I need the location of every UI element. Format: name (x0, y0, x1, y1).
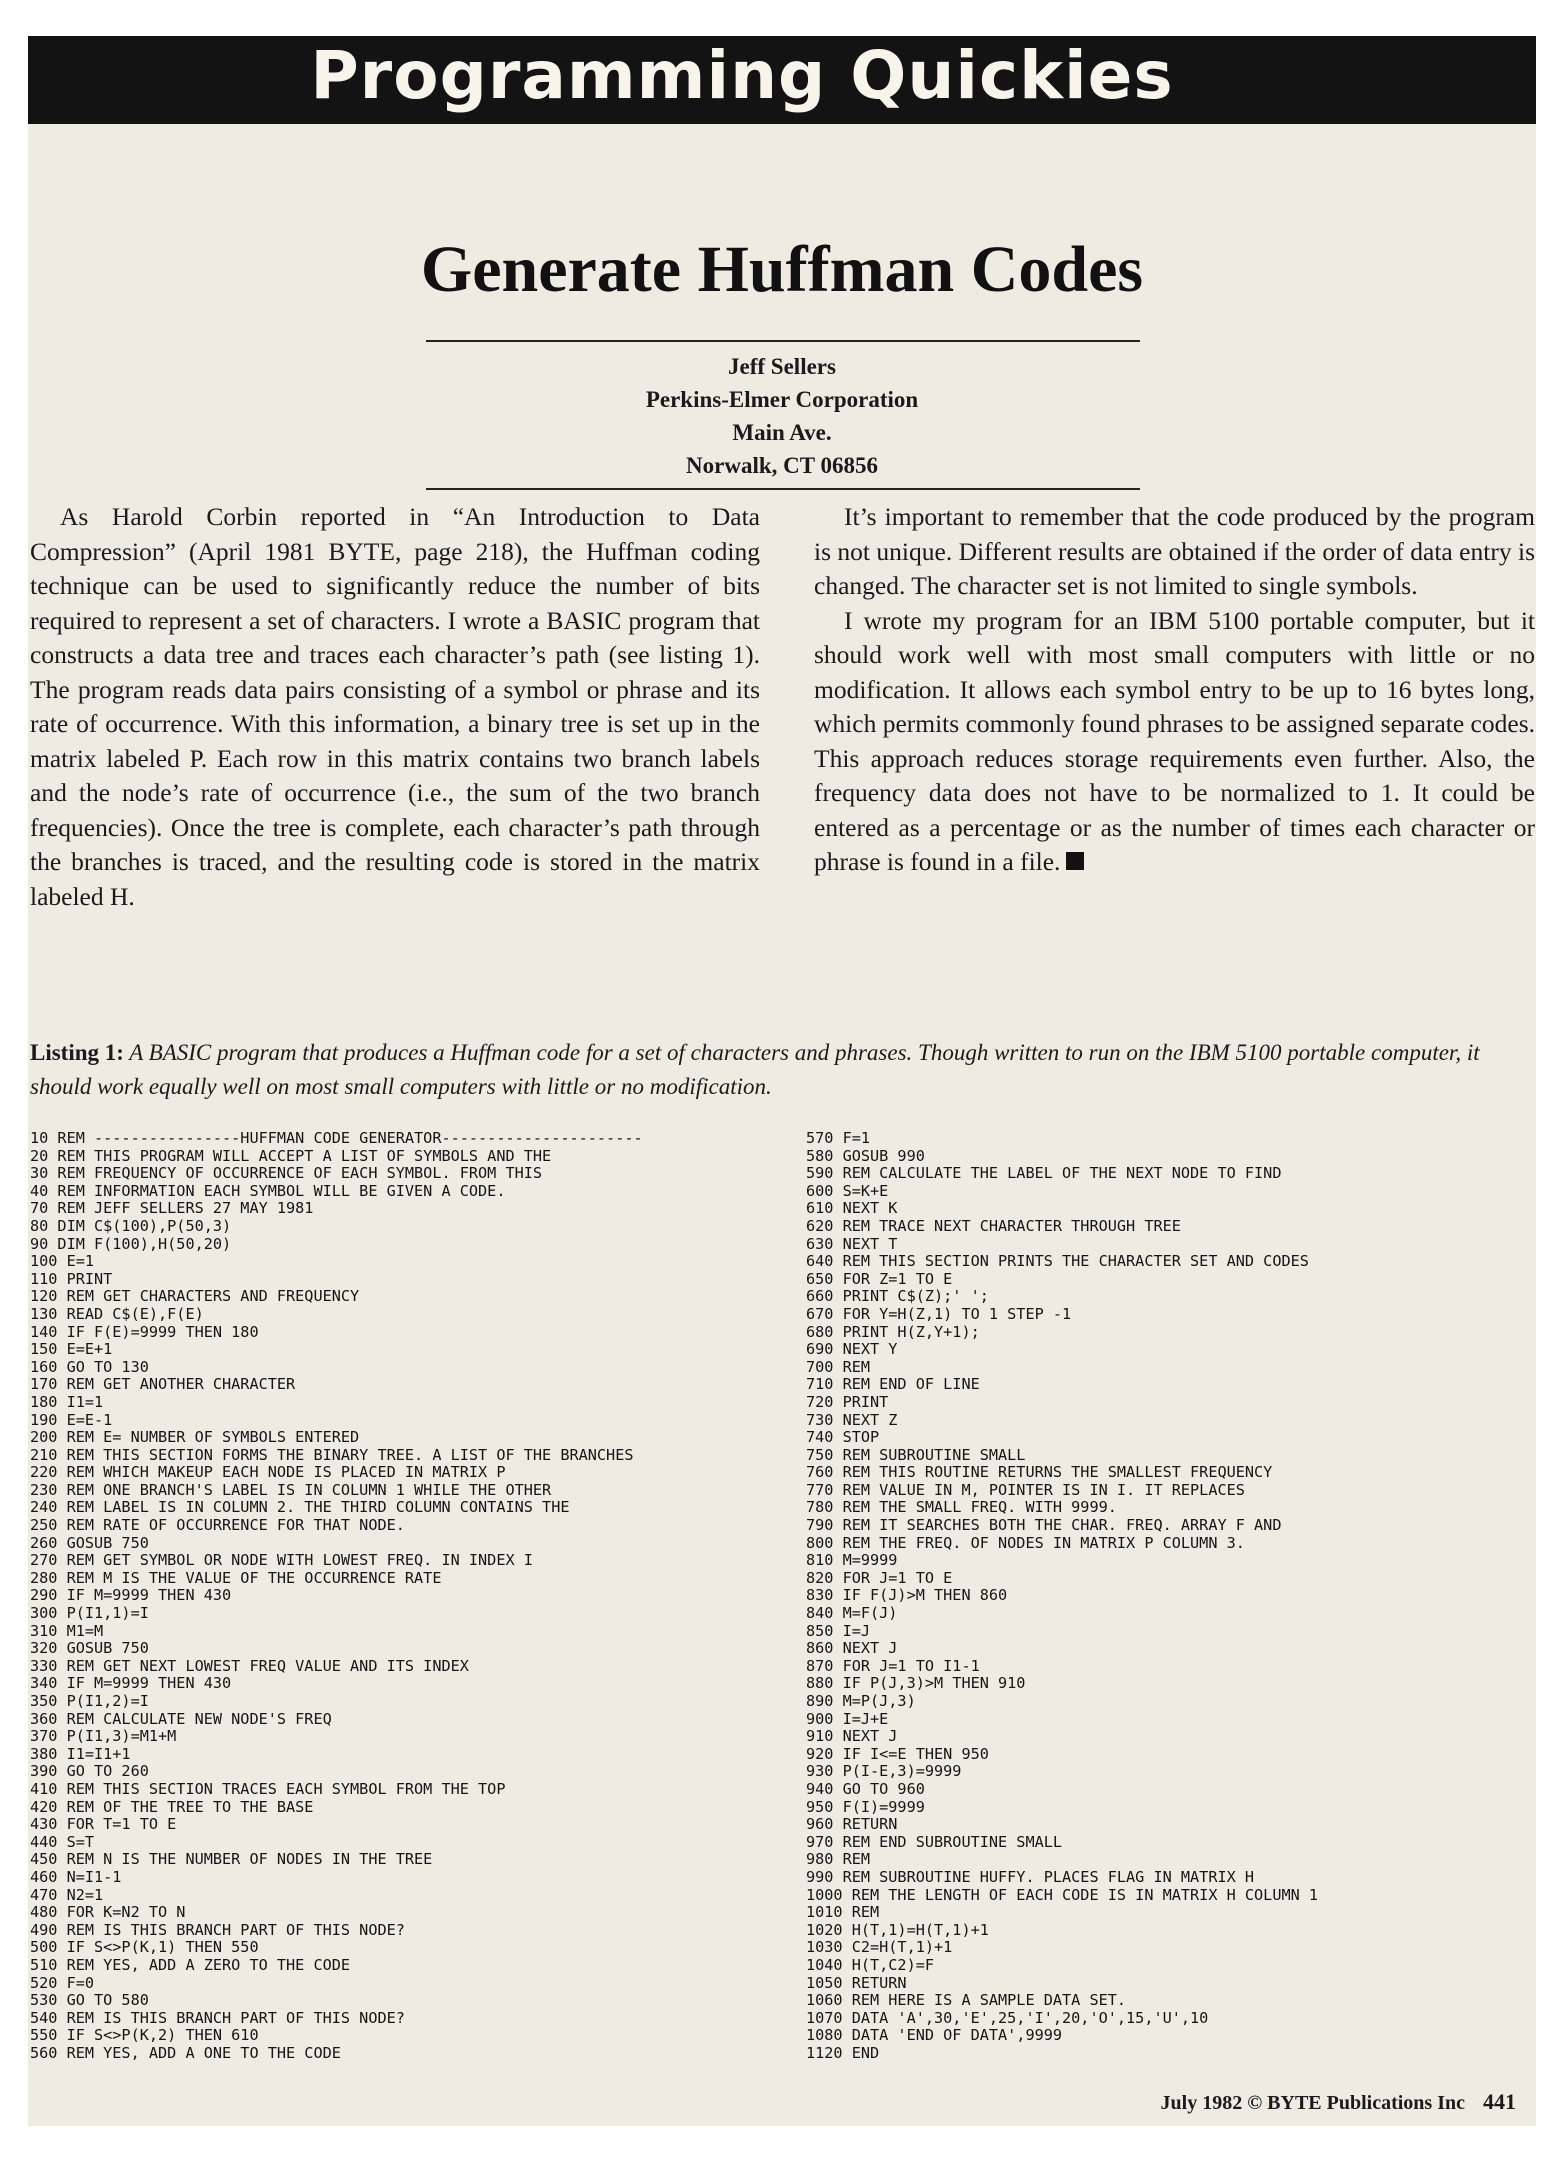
code-line: 760 REM THIS ROUTINE RETURNS THE SMALLEST FREQUENCY (806, 1463, 1273, 1482)
article-paragraph: As Harold Corbin reported in “An Introduction to Data Compression” (April 1981 BYTE, page 218), the Huffman coding technique can be used to significantly reduce the number of bits required to represent a set of characters. I wrote a BASIC program that constructs a data tree and traces each character’s path (see listing 1). The program reads data pairs consisting of a symbol or phrase and its rate of occurrence. With this information, a binary tree is set up in the matrix labeled P. Each row in this matrix contains two branch labels and the node’s rate of occurrence (i.e., the sum of the two branch frequencies). Once the tree is complete, each character’s path through the branches is traced, and the resulting code is stored in the matrix labeled H. (30, 502, 760, 911)
code-line: 360 REM CALCULATE NEW NODE'S FREQ (30, 1709, 332, 1728)
article-column-right (814, 500, 1535, 880)
code-listing-right (806, 1130, 1318, 2062)
code-line: 30 REM FREQUENCY OF OCCURRENCE OF EACH SYMBOL. FROM THIS (30, 1164, 543, 1183)
code-line: 190 E=E-1 (30, 1410, 113, 1429)
code-line: 1030 C2=H(T,1)+1 (806, 1938, 953, 1957)
code-line: 240 REM LABEL IS IN COLUMN 2. THE THIRD COLUMN CONTAINS THE (30, 1498, 570, 1517)
code-line: 740 STOP (806, 1428, 880, 1447)
code-line: 490 REM IS THIS BRANCH PART OF THIS NODE? (30, 1920, 405, 1939)
article-paragraph: It’s important to remember that the code produced by the program is not unique. Different results are obtained if the order of data entry is changed. The character set is not limited to single symbols. (814, 502, 1535, 600)
code-line: 390 GO TO 260 (30, 1762, 149, 1781)
code-line: 150 E=E+1 (30, 1340, 113, 1359)
code-line: 460 N=I1-1 (30, 1867, 122, 1886)
code-line: 960 RETURN (806, 1815, 898, 1834)
code-line: 570 F=1 (806, 1129, 871, 1147)
author-name: Jeff Sellers (728, 354, 836, 379)
listing-label: Listing 1: (30, 1040, 124, 1065)
code-line: 930 P(I-E,3)=9999 (806, 1762, 962, 1781)
code-line: 950 F(I)=9999 (806, 1797, 925, 1816)
code-line: 330 REM GET NEXT LOWEST FREQ VALUE AND ITS INDEX (30, 1656, 469, 1675)
code-line: 250 REM RATE OF OCCURRENCE FOR THAT NODE. (30, 1516, 405, 1535)
code-line: 370 P(I1,3)=M1+M (30, 1727, 177, 1746)
code-line: 210 REM THIS SECTION FORMS THE BINARY TREE. A LIST OF THE BRANCHES (30, 1445, 634, 1464)
code-line: 110 PRINT (30, 1269, 113, 1288)
footer-publication: July 1982 © BYTE Publications Inc (1160, 2092, 1465, 2114)
code-line: 520 F=0 (30, 1973, 95, 1992)
code-line: 1040 H(T,C2)=F (806, 1955, 935, 1974)
code-line: 910 NEXT J (806, 1727, 898, 1746)
code-line: 40 REM INFORMATION EACH SYMBOL WILL BE GIVEN A CODE. (30, 1181, 506, 1200)
page-footer (1161, 2090, 1516, 2115)
author-byline (28, 350, 1536, 482)
code-line: 1000 REM THE LENGTH OF EACH CODE IS IN MATRIX H COLUMN 1 (806, 1885, 1319, 1904)
code-line: 660 PRINT C$(Z);' '; (806, 1287, 989, 1306)
code-line: 480 FOR K=N2 TO N (30, 1903, 186, 1922)
code-line: 640 REM THIS SECTION PRINTS THE CHARACTER SET AND CODES (806, 1252, 1309, 1271)
section-banner (28, 36, 1536, 124)
code-line: 600 S=K+E (806, 1181, 889, 1200)
code-line: 420 REM OF THE TREE TO THE BASE (30, 1797, 314, 1816)
code-line: 990 REM SUBROUTINE HUFFY. PLACES FLAG IN MATRIX H (806, 1867, 1255, 1886)
code-line: 690 NEXT Y (806, 1340, 898, 1359)
byline-bottom-rule (426, 488, 1140, 490)
code-line: 970 REM END SUBROUTINE SMALL (806, 1832, 1063, 1851)
code-line: 870 FOR J=1 TO I1-1 (806, 1656, 980, 1675)
code-listing-left (30, 1130, 643, 2062)
code-line: 440 S=T (30, 1832, 95, 1851)
code-line: 310 M1=M (30, 1621, 104, 1640)
code-line: 1120 END (806, 2043, 880, 2062)
code-line: 1080 DATA 'END OF DATA',9999 (806, 2026, 1063, 2045)
code-line: 980 REM (806, 1850, 871, 1869)
code-line: 830 IF F(J)>M THEN 860 (806, 1586, 1008, 1605)
code-line: 70 REM JEFF SELLERS 27 MAY 1981 (30, 1199, 314, 1218)
code-line: 1070 DATA 'A',30,'E',25,'I',20,'O',15,'U',10 (806, 2008, 1209, 2027)
code-line: 260 GOSUB 750 (30, 1533, 149, 1552)
code-line: 730 NEXT Z (806, 1410, 898, 1429)
code-line: 1050 RETURN (806, 1973, 907, 1992)
article-paragraph-final (814, 604, 1535, 880)
code-line: 1020 H(T,1)=H(T,1)+1 (806, 1920, 989, 1939)
code-line: 720 PRINT (806, 1392, 889, 1411)
article-paragraph-text: I wrote my program for an IBM 5100 portable computer, but it should work well with most small computers with little or no modification. It allows each symbol entry to be up to 16 bytes long, which permits commonly found phrases to be assigned separate codes. This approach reduces storage requirements even further. Also, the frequency data does not have to be normalized to 1. It could be entered as a percentage or as the number of times each character or phrase is found in a file. (814, 605, 1535, 876)
author-company: Perkins-Elmer Corporation (645, 387, 919, 412)
code-line: 530 GO TO 580 (30, 1991, 149, 2010)
code-line: 1010 REM (806, 1903, 880, 1922)
code-line: 900 I=J+E (806, 1709, 889, 1728)
article-title: Generate Huffman Codes (420, 233, 1144, 306)
code-line: 620 REM TRACE NEXT CHARACTER THROUGH TREE (806, 1216, 1181, 1235)
code-line: 890 M=P(J,3) (806, 1692, 916, 1710)
code-line: 630 NEXT T (806, 1234, 898, 1253)
code-line: 350 P(I1,2)=I (30, 1692, 149, 1710)
code-line: 670 FOR Y=H(Z,1) TO 1 STEP -1 (806, 1304, 1072, 1323)
code-line: 850 I=J (806, 1621, 871, 1640)
page-number: 441 (1483, 2089, 1516, 2114)
magazine-page (28, 36, 1536, 2126)
code-line: 840 M=F(J) (806, 1604, 898, 1623)
code-line: 90 DIM F(100),H(50,20) (30, 1234, 232, 1253)
code-line: 500 IF S<>P(K,1) THEN 550 (30, 1938, 259, 1957)
code-line: 790 REM IT SEARCHES BOTH THE CHAR. FREQ. ARRAY F AND (806, 1516, 1282, 1535)
code-line: 550 IF S<>P(K,2) THEN 610 (30, 2026, 259, 2045)
code-line: 590 REM CALCULATE THE LABEL OF THE NEXT NODE TO FIND (806, 1164, 1282, 1183)
code-line: 540 REM IS THIS BRANCH PART OF THIS NODE? (30, 2008, 405, 2027)
code-line: 860 NEXT J (806, 1639, 898, 1658)
code-line: 800 REM THE FREQ. OF NODES IN MATRIX P COLUMN 3. (806, 1533, 1245, 1552)
code-line: 180 I1=1 (30, 1392, 104, 1411)
code-line: 130 READ C$(E),F(E) (30, 1304, 204, 1323)
code-line: 750 REM SUBROUTINE SMALL (806, 1445, 1026, 1464)
listing-caption-text: A BASIC program that produces a Huffman code for a set of characters and phrases. Though written to run on the IBM 5100 portable computer, it should work equally well on most small computers with little or no modification. (30, 1040, 1480, 1099)
code-line: 470 N2=1 (30, 1885, 104, 1904)
code-line: 230 REM ONE BRANCH'S LABEL IS IN COLUMN 1 WHILE THE OTHER (30, 1480, 552, 1499)
author-city: Norwalk, CT 06856 (686, 453, 878, 478)
code-line: 140 IF F(E)=9999 THEN 180 (30, 1322, 259, 1341)
code-line: 510 REM YES, ADD A ZERO TO THE CODE (30, 1955, 351, 1974)
code-line: 220 REM WHICH MAKEUP EACH NODE IS PLACED IN MATRIX P (30, 1463, 506, 1482)
code-line: 170 REM GET ANOTHER CHARACTER (30, 1375, 296, 1394)
code-line: 100 E=1 (30, 1252, 95, 1271)
code-line: 450 REM N IS THE NUMBER OF NODES IN THE TREE (30, 1850, 433, 1869)
code-line: 700 REM (806, 1357, 871, 1376)
code-line: 300 P(I1,1)=I (30, 1604, 149, 1623)
code-line: 320 GOSUB 750 (30, 1639, 149, 1658)
code-line: 160 GO TO 130 (30, 1357, 149, 1376)
code-line: 410 REM THIS SECTION TRACES EACH SYMBOL FROM THE TOP (30, 1779, 506, 1798)
code-line: 120 REM GET CHARACTERS AND FREQUENCY (30, 1287, 360, 1306)
code-line: 430 FOR T=1 TO E (30, 1815, 177, 1834)
code-line: 780 REM THE SMALL FREQ. WITH 9999. (806, 1498, 1117, 1517)
byline-top-rule (426, 340, 1140, 342)
code-line: 20 REM THIS PROGRAM WILL ACCEPT A LIST OF SYMBOLS AND THE (30, 1146, 552, 1165)
code-line: 710 REM END OF LINE (806, 1375, 980, 1394)
code-line: 820 FOR J=1 TO E (806, 1568, 953, 1587)
article-column-left (30, 500, 760, 914)
code-line: 340 IF M=9999 THEN 430 (30, 1674, 232, 1693)
code-line: 1060 REM HERE IS A SAMPLE DATA SET. (806, 1991, 1127, 2010)
code-line: 560 REM YES, ADD A ONE TO THE CODE (30, 2043, 341, 2062)
code-line: 880 IF P(J,3)>M THEN 910 (806, 1674, 1026, 1693)
code-line: 270 REM GET SYMBOL OR NODE WITH LOWEST FREQ. IN INDEX I (30, 1551, 533, 1570)
code-line: 680 PRINT H(Z,Y+1); (806, 1322, 980, 1341)
code-line: 10 REM ----------------HUFFMAN CODE GENERATOR---------------------- (30, 1129, 643, 1147)
code-line: 200 REM E= NUMBER OF SYMBOLS ENTERED (30, 1428, 360, 1447)
code-line: 610 NEXT K (806, 1199, 898, 1218)
section-banner-title: Programming Quickies (310, 37, 1174, 114)
code-line: 810 M=9999 (806, 1551, 898, 1570)
code-line: 380 I1=I1+1 (30, 1744, 131, 1763)
author-street: Main Ave. (732, 420, 832, 445)
listing-caption (30, 1036, 1530, 1104)
code-line: 280 REM M IS THE VALUE OF THE OCCURRENCE RATE (30, 1568, 442, 1587)
code-line: 920 IF I<=E THEN 950 (806, 1744, 989, 1763)
code-line: 580 GOSUB 990 (806, 1146, 925, 1165)
code-line: 80 DIM C$(100),P(50,3) (30, 1216, 232, 1235)
code-line: 290 IF M=9999 THEN 430 (30, 1586, 232, 1605)
end-of-article-mark (1066, 852, 1084, 870)
code-line: 770 REM VALUE IN M, POINTER IS IN I. IT REPLACES (806, 1480, 1245, 1499)
code-line: 940 GO TO 960 (806, 1779, 925, 1798)
code-line: 650 FOR Z=1 TO E (806, 1269, 953, 1288)
